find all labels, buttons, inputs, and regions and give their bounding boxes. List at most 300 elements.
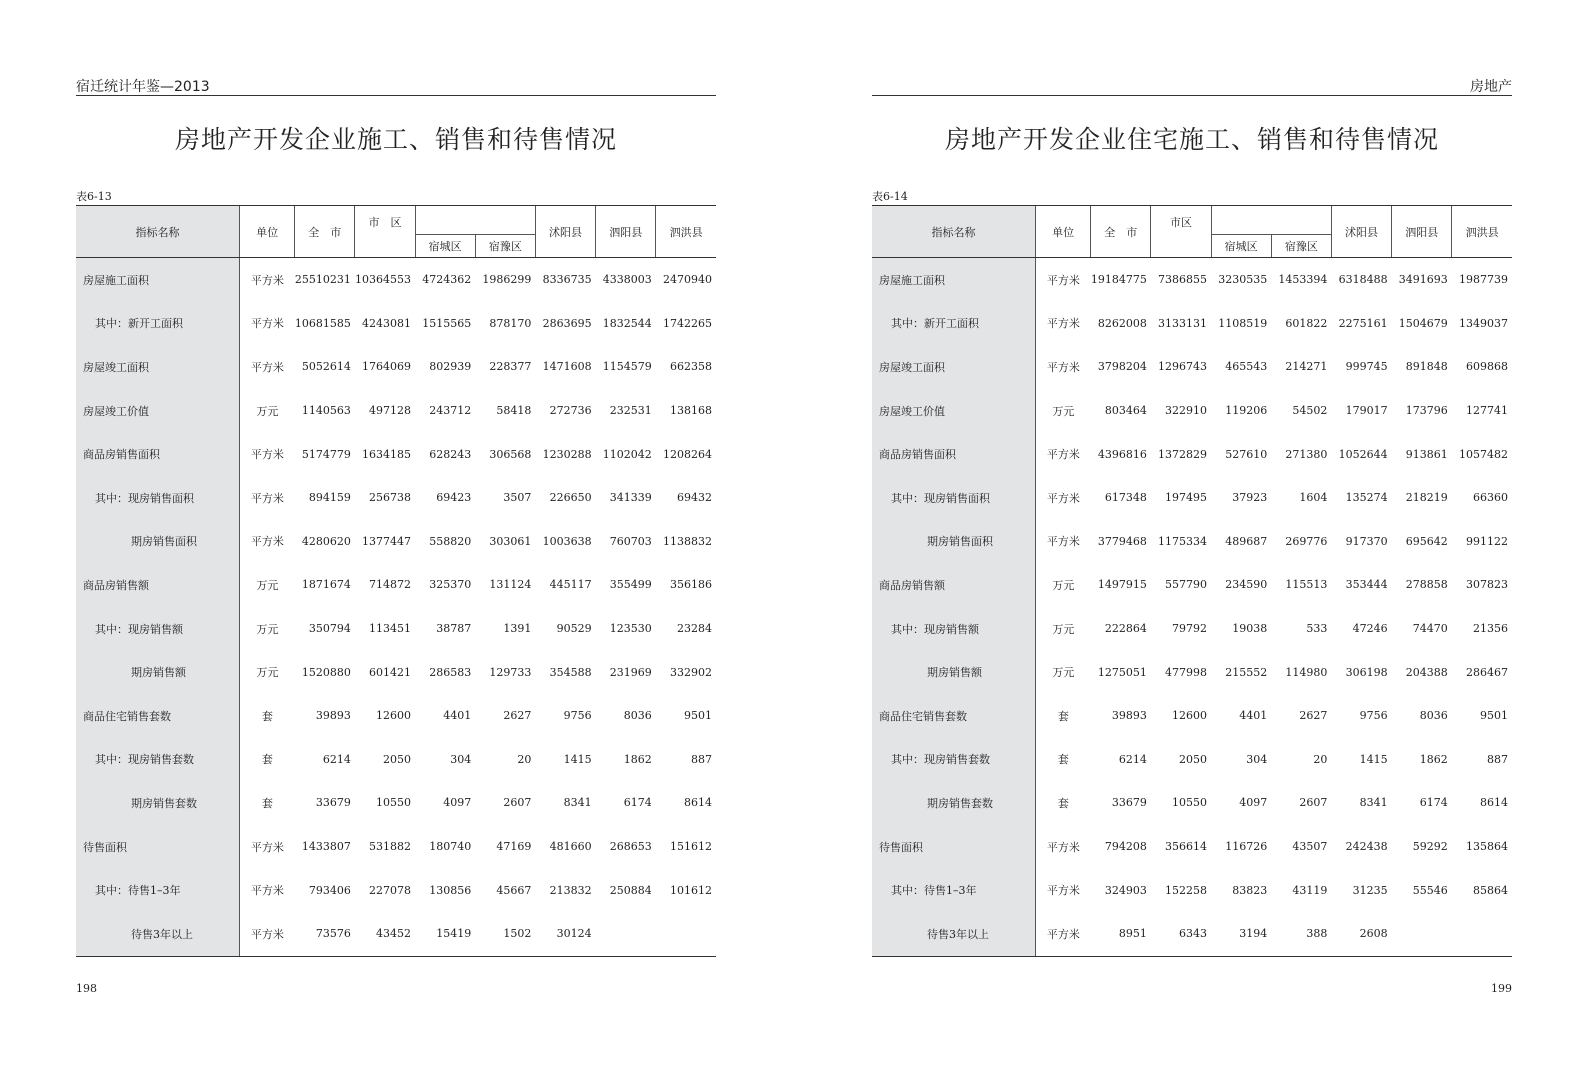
cell-value: 129733 [489, 665, 532, 679]
row-label: 房屋竣工价值 [872, 389, 1036, 433]
row-unit: 平方米 [1046, 360, 1080, 374]
cell-value: 69423 [436, 491, 472, 505]
cell-value: 135864 [1466, 840, 1508, 854]
table-row [76, 694, 716, 738]
cell-value: 497128 [369, 404, 412, 418]
cell-value: 5174779 [301, 447, 351, 461]
table-row [872, 432, 1512, 476]
table-body [76, 258, 716, 957]
table-row [872, 650, 1512, 694]
cell-value: 9501 [1480, 709, 1508, 723]
cell-value: 2275161 [1338, 316, 1388, 330]
cell-value: 4401 [1239, 709, 1268, 723]
cell-value: 47169 [496, 840, 532, 854]
row-label: 商品房销售额 [76, 563, 240, 607]
table-row [76, 607, 716, 651]
cell-value: 12600 [1172, 709, 1208, 723]
table-row [872, 563, 1512, 607]
cell-value: 3194 [1211, 912, 1271, 956]
cell-value: 73576 [295, 912, 355, 956]
row-label: 其中：现房销售额 [872, 607, 1036, 651]
row-label: 商品住宅销售套数 [76, 694, 240, 738]
table-row [76, 302, 716, 346]
row-label: 房屋竣工价值 [76, 389, 240, 433]
row-label: 房屋施工面积 [872, 258, 1036, 302]
cell-value: 214271 [1285, 360, 1328, 374]
cell-value: 894159 [308, 491, 351, 505]
row-label: 其中：新开工面积 [76, 302, 240, 346]
cell-value: 794208 [1104, 840, 1147, 854]
cell-value: 1415 [563, 752, 592, 766]
row-label: 期房销售套数 [872, 781, 1036, 825]
table-row [872, 520, 1512, 564]
header-suyu: 宿豫区 [475, 235, 535, 258]
row-unit: 套 [1057, 753, 1069, 767]
cell-value: 179017 [1345, 404, 1388, 418]
table-number: 表6-13 [76, 190, 112, 203]
cell-value: 1471608 [542, 360, 592, 374]
cell-value: 286583 [429, 665, 472, 679]
row-unit: 万元 [1052, 666, 1075, 680]
cell-value: 4243081 [362, 316, 412, 330]
cell-value: 388 [1271, 912, 1331, 956]
cell-value: 286467 [1466, 665, 1508, 679]
cell-value: 332902 [670, 665, 712, 679]
header-sucheng: 宿城区 [415, 235, 475, 258]
table-body [872, 258, 1512, 957]
row-unit: 平方米 [250, 840, 284, 854]
table-row [76, 825, 716, 869]
cell-value: 1604 [1299, 491, 1328, 505]
cell-value: 58418 [496, 404, 532, 418]
cell-value: 115513 [1285, 578, 1328, 592]
row-unit: 平方米 [1046, 535, 1080, 549]
cell-value: 617348 [1104, 491, 1147, 505]
header-sucheng: 宿城区 [1211, 235, 1271, 258]
cell-value: 242438 [1345, 840, 1388, 854]
page-number: 199 [1491, 982, 1512, 995]
cell-value: 234590 [1225, 578, 1268, 592]
cell-value: 1275051 [1097, 665, 1147, 679]
cell-value: 304 [1246, 752, 1268, 766]
table-row [76, 563, 716, 607]
cell-value: 123530 [609, 622, 652, 636]
cell-value: 69432 [677, 491, 712, 505]
cell-value: 2050 [383, 752, 412, 766]
cell-value: 533 [1306, 622, 1328, 636]
cell-value: 1634185 [362, 447, 412, 461]
header-shuyang: 沭阳县 [535, 206, 595, 258]
data-table [872, 205, 1512, 957]
row-label: 待售3年以上 [76, 912, 240, 956]
cell-value: 3133131 [1158, 316, 1208, 330]
table-row [872, 476, 1512, 520]
cell-value: 232531 [609, 404, 652, 418]
row-label: 其中：现房销售额 [76, 607, 240, 651]
table-row [872, 607, 1512, 651]
cell-value: 215552 [1225, 665, 1268, 679]
row-unit: 平方米 [250, 884, 284, 898]
row-unit: 平方米 [250, 491, 284, 505]
cell-value: 10550 [1172, 796, 1208, 810]
cell-value: 307823 [1466, 578, 1508, 592]
cell-value: 1138832 [663, 534, 712, 548]
cell-value: 9501 [684, 709, 712, 723]
cell-value: 1377447 [362, 534, 412, 548]
cell-value: 527610 [1225, 447, 1268, 461]
table-number: 表6-14 [872, 190, 908, 203]
cell-value: 127741 [1466, 404, 1508, 418]
cell-value: 119206 [1225, 404, 1268, 418]
table-row [872, 694, 1512, 738]
cell-value: 228377 [489, 360, 532, 374]
cell-value: 1208264 [663, 447, 712, 461]
cell-value: 1986299 [482, 273, 532, 287]
cell-value: 803464 [1104, 404, 1147, 418]
cell-value: 3491693 [1398, 273, 1448, 287]
cell-value: 4724362 [422, 273, 472, 287]
cell-value: 130856 [429, 883, 472, 897]
row-label: 房屋施工面积 [76, 258, 240, 302]
cell-value: 1230288 [542, 447, 592, 461]
row-label: 待售面积 [76, 825, 240, 869]
cell-value: 33679 [315, 796, 351, 810]
cell-value: 66360 [1473, 491, 1508, 505]
cell-value: 6174 [1419, 796, 1448, 810]
cell-value: 3779468 [1097, 534, 1147, 548]
cell-value: 8614 [684, 796, 712, 810]
row-label: 商品住宅销售套数 [872, 694, 1036, 738]
row-unit: 套 [261, 709, 273, 723]
cell-value: 213832 [549, 883, 592, 897]
cell-value: 1372829 [1158, 447, 1208, 461]
cell-value: 1862 [623, 752, 652, 766]
cell-value: 2608 [1331, 912, 1391, 956]
header-district: 市区 [1151, 206, 1211, 258]
row-unit: 万元 [1052, 404, 1075, 418]
cell-value: 226650 [549, 491, 592, 505]
cell-value: 1391 [503, 622, 532, 636]
data-table-wrapper [872, 205, 1512, 957]
cell-value: 4401 [443, 709, 472, 723]
cell-value: 4396816 [1097, 447, 1147, 461]
cell-value: 913861 [1405, 447, 1448, 461]
cell-value: 878170 [489, 316, 532, 330]
row-unit: 平方米 [1046, 491, 1080, 505]
cell-value: 55546 [1412, 883, 1448, 897]
table-row [76, 476, 716, 520]
cell-value: 1987739 [1459, 273, 1508, 287]
cell-value: 1862 [1419, 752, 1448, 766]
cell-value: 23284 [677, 622, 712, 636]
page-title: 房地产开发企业住宅施工、销售和待售情况 [944, 125, 1439, 154]
header-district-group [415, 206, 535, 235]
cell-value: 601421 [369, 665, 412, 679]
row-label: 待售面积 [872, 825, 1036, 869]
row-label: 其中：现房销售面积 [872, 476, 1036, 520]
cell-value: 1520880 [301, 665, 351, 679]
header-shuyang: 沭阳县 [1331, 206, 1391, 258]
page-title: 房地产开发企业施工、销售和待售情况 [174, 125, 617, 154]
table-row [872, 302, 1512, 346]
row-label: 期房销售额 [872, 650, 1036, 694]
table-row [872, 258, 1512, 302]
cell-value: 1102042 [602, 447, 652, 461]
cell-value: 350794 [308, 622, 351, 636]
cell-value: 8341 [1359, 796, 1388, 810]
cell-value: 714872 [369, 578, 412, 592]
row-label: 房屋竣工面积 [872, 345, 1036, 389]
cell-value: 1175334 [1158, 534, 1208, 548]
cell-value: 25510231 [294, 273, 351, 287]
table-row [76, 650, 716, 694]
table-row [872, 345, 1512, 389]
cell-value: 2607 [503, 796, 532, 810]
row-label: 其中：待售1–3年 [872, 868, 1036, 912]
cell-value: 324903 [1104, 883, 1147, 897]
left-page [76, 0, 716, 1077]
cell-value: 218219 [1405, 491, 1448, 505]
row-unit: 套 [261, 796, 273, 810]
cell-value: 353444 [1345, 578, 1388, 592]
cell-value: 83823 [1232, 883, 1268, 897]
row-label: 期房销售面积 [76, 520, 240, 564]
cell-value: 8614 [1480, 796, 1508, 810]
row-unit: 平方米 [1046, 317, 1080, 331]
cell-value: 222864 [1104, 622, 1147, 636]
cell-value: 10550 [376, 796, 412, 810]
cell-value: 356614 [1165, 840, 1208, 854]
cell-value: 45667 [496, 883, 532, 897]
cell-value: 4338003 [602, 273, 652, 287]
cell-value: 1003638 [542, 534, 592, 548]
cell-value: 6343 [1151, 912, 1211, 956]
cell-value: 887 [691, 752, 712, 766]
header-sihong: 泗洪县 [1452, 206, 1512, 258]
cell-value: 113451 [369, 622, 412, 636]
cell-value: 999745 [1345, 360, 1388, 374]
cell-value: 1349037 [1459, 316, 1508, 330]
row-unit: 平方米 [250, 360, 284, 374]
cell-value: 4280620 [301, 534, 351, 548]
cell-value: 557790 [1165, 578, 1208, 592]
cell-value: 54502 [1292, 404, 1328, 418]
cell-value: 272736 [549, 404, 592, 418]
cell-value: 481660 [549, 840, 592, 854]
cell-value: 227078 [369, 883, 412, 897]
cell-value: 19038 [1232, 622, 1268, 636]
cell-value: 8336735 [542, 273, 592, 287]
cell-value: 609868 [1466, 360, 1508, 374]
cell-value: 341339 [609, 491, 652, 505]
cell-value: 74470 [1412, 622, 1448, 636]
table-row [76, 738, 716, 782]
cell-value: 2627 [1299, 709, 1328, 723]
page-number: 198 [76, 982, 97, 995]
cell-value: 1515565 [422, 316, 472, 330]
cell-value: 8036 [623, 709, 652, 723]
cell-value: 306568 [489, 447, 532, 461]
row-unit: 平方米 [250, 535, 284, 549]
table-row [76, 868, 716, 912]
cell-value: 21356 [1473, 622, 1508, 636]
cell-value: 3230535 [1218, 273, 1268, 287]
row-unit: 平方米 [240, 912, 295, 956]
cell-value: 1154579 [602, 360, 652, 374]
cell-value: 4097 [1239, 796, 1268, 810]
cell-value: 180740 [429, 840, 472, 854]
row-label: 其中：新开工面积 [872, 302, 1036, 346]
cell-value: 891848 [1405, 360, 1448, 374]
cell-value: 531882 [369, 840, 412, 854]
cell-value: 43119 [1292, 883, 1328, 897]
header-name: 指标名称 [872, 206, 1036, 258]
cell-value: 231969 [609, 665, 652, 679]
cell-value: 1296743 [1158, 360, 1208, 374]
cell-value: 1764069 [362, 360, 412, 374]
cell-value: 887 [1487, 752, 1508, 766]
cell-value: 131124 [489, 578, 532, 592]
cell-value: 19184775 [1090, 273, 1147, 287]
row-unit: 万元 [1052, 622, 1075, 636]
cell-value: 558820 [429, 534, 472, 548]
cell-value: 47246 [1352, 622, 1388, 636]
cell-value: 268653 [609, 840, 652, 854]
cell-value: 306198 [1345, 665, 1388, 679]
running-head [872, 76, 1512, 96]
running-head [76, 76, 716, 96]
cell-value: 250884 [609, 883, 652, 897]
cell-value: 1742265 [663, 316, 712, 330]
row-unit: 套 [1057, 796, 1069, 810]
header-city: 全 市 [295, 206, 355, 258]
cell-value: 2863695 [542, 316, 592, 330]
cell-value: 662358 [670, 360, 712, 374]
cell-value: 1108519 [1218, 316, 1268, 330]
cell-value: 1433807 [301, 840, 351, 854]
cell-value: 114980 [1285, 665, 1328, 679]
cell-value: 355499 [609, 578, 652, 592]
cell-value: 6214 [1118, 752, 1147, 766]
cell-value: 8341 [563, 796, 592, 810]
cell-value: 304 [450, 752, 472, 766]
cell-value: 31235 [1352, 883, 1388, 897]
cell-value: 101612 [670, 883, 712, 897]
cell-value: 1504679 [1398, 316, 1448, 330]
cell-value: 152258 [1165, 883, 1208, 897]
header-name: 指标名称 [76, 206, 240, 258]
cell-value: 2470940 [663, 273, 712, 287]
cell-value: 20 [517, 752, 532, 766]
row-label: 其中：现房销售面积 [76, 476, 240, 520]
row-label: 其中：现房销售套数 [76, 738, 240, 782]
row-label: 商品房销售面积 [76, 432, 240, 476]
cell-value: 628243 [429, 447, 472, 461]
cell-value: 6174 [623, 796, 652, 810]
cell-value: 38787 [436, 622, 472, 636]
table-row [872, 868, 1512, 912]
row-unit: 平方米 [1046, 273, 1080, 287]
cell-value: 1502 [475, 912, 535, 956]
row-unit: 套 [261, 753, 273, 767]
table-row [76, 432, 716, 476]
cell-value: 269776 [1285, 534, 1328, 548]
cell-value: 6214 [322, 752, 351, 766]
row-unit: 万元 [256, 578, 279, 592]
row-unit: 平方米 [1046, 448, 1080, 462]
cell-value: 917370 [1345, 534, 1388, 548]
cell-value: 1052644 [1338, 447, 1388, 461]
table-row [76, 345, 716, 389]
row-label: 期房销售额 [76, 650, 240, 694]
cell-value: 12600 [376, 709, 412, 723]
header-district-group [1211, 206, 1331, 235]
cell-value: 8036 [1419, 709, 1448, 723]
row-unit: 套 [1057, 709, 1069, 723]
table-row [872, 912, 1512, 956]
cell-value: 695642 [1405, 534, 1448, 548]
cell-value: 256738 [369, 491, 412, 505]
table-row [76, 389, 716, 433]
cell-value: 197495 [1165, 491, 1208, 505]
header-unit: 单位 [240, 206, 295, 258]
cell-value: 793406 [308, 883, 351, 897]
cell-value: 39893 [315, 709, 351, 723]
cell-value: 59292 [1412, 840, 1448, 854]
cell-value: 43507 [1292, 840, 1328, 854]
row-unit: 平方米 [1046, 884, 1080, 898]
table-row [76, 912, 716, 956]
row-unit: 平方米 [250, 448, 284, 462]
row-label: 其中：待售1–3年 [76, 868, 240, 912]
cell-value: 356186 [670, 578, 712, 592]
cell-value: 1453394 [1278, 273, 1328, 287]
cell-value: 8262008 [1097, 316, 1147, 330]
header-suyu: 宿豫区 [1271, 235, 1331, 258]
cell-value: 991122 [1466, 534, 1508, 548]
cell-value: 138168 [670, 404, 712, 418]
cell-value: 489687 [1225, 534, 1268, 548]
cell-value: 278858 [1405, 578, 1448, 592]
cell-value: 79792 [1172, 622, 1208, 636]
header-siyang: 泗阳县 [1392, 206, 1452, 258]
cell-value [656, 912, 716, 956]
cell-value: 271380 [1285, 447, 1328, 461]
row-unit: 万元 [1052, 578, 1075, 592]
cell-value: 90529 [556, 622, 592, 636]
cell-value: 477998 [1165, 665, 1208, 679]
cell-value: 1140563 [301, 404, 351, 418]
cell-value: 30124 [535, 912, 595, 956]
row-label: 商品房销售额 [872, 563, 1036, 607]
table-row [872, 781, 1512, 825]
cell-value: 2627 [503, 709, 532, 723]
right-page [872, 0, 1512, 1077]
cell-value: 135274 [1345, 491, 1388, 505]
header-city: 全 市 [1091, 206, 1151, 258]
row-unit: 平方米 [250, 273, 284, 287]
table-row [76, 258, 716, 302]
cell-value: 39893 [1111, 709, 1147, 723]
running-head-text: 宿迁统计年鉴—2013 [76, 79, 210, 95]
cell-value [1452, 912, 1512, 956]
cell-value: 760703 [609, 534, 652, 548]
row-label: 其中：现房销售套数 [872, 738, 1036, 782]
cell-value: 1415 [1359, 752, 1388, 766]
cell-value: 204388 [1405, 665, 1448, 679]
cell-value: 601822 [1285, 316, 1328, 330]
cell-value: 116726 [1225, 840, 1268, 854]
